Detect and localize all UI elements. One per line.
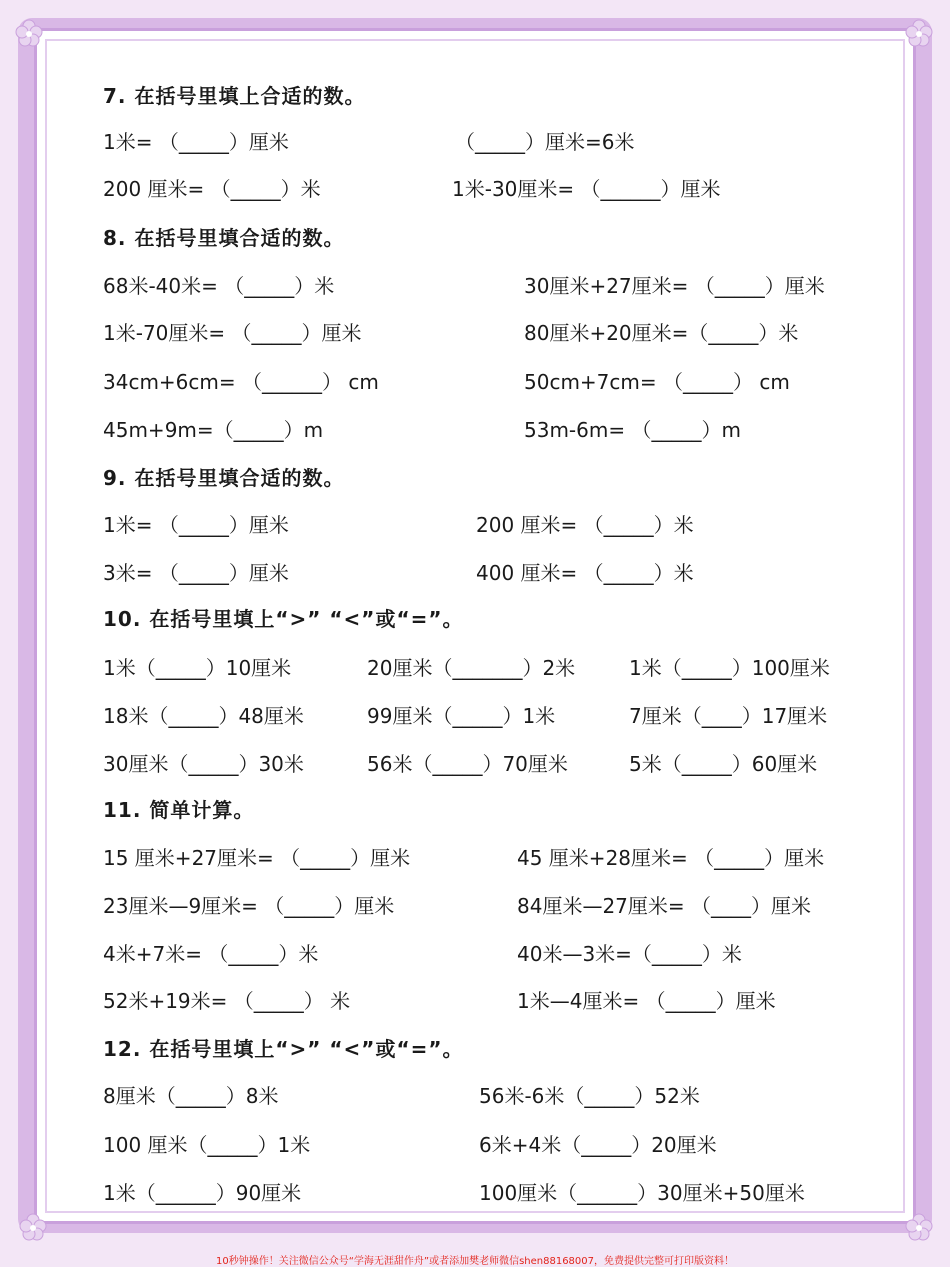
- flower-icon: [14, 18, 44, 48]
- fill-in-item: 7厘米（____）17厘米: [629, 704, 828, 728]
- fill-in-item: 1米-70厘米= （_____）厘米: [103, 321, 362, 345]
- fill-in-item: 3米= （_____）厘米: [103, 561, 289, 585]
- fill-in-item: 400 厘米= （_____）米: [476, 561, 694, 585]
- flower-icon: [904, 1212, 934, 1242]
- fill-in-item: 5米（_____）60厘米: [629, 752, 818, 776]
- question-title: 9. 在括号里填合适的数。: [103, 466, 345, 490]
- fill-in-item: 99厘米（_____）1米: [367, 704, 556, 728]
- fill-in-item: 200 厘米= （_____）米: [103, 177, 321, 201]
- flower-icon: [18, 1212, 48, 1242]
- fill-in-item: 8厘米（_____）8米: [103, 1084, 279, 1108]
- fill-in-item: （_____）厘米=6米: [455, 130, 635, 154]
- fill-in-item: 53m-6m= （_____）m: [524, 418, 741, 442]
- fill-in-item: 56米-6米（_____）52米: [479, 1084, 700, 1108]
- fill-in-item: 18米（_____）48厘米: [103, 704, 304, 728]
- fill-in-item: 34cm+6cm= （______） cm: [103, 370, 379, 394]
- fill-in-item: 100厘米（______）30厘米+50厘米: [479, 1181, 805, 1205]
- question-title: 8. 在括号里填合适的数。: [103, 226, 345, 250]
- fill-in-item: 1米—4厘米= （_____）厘米: [517, 989, 776, 1013]
- fill-in-item: 30厘米+27厘米= （_____）厘米: [524, 274, 825, 298]
- question-title: 7. 在括号里填上合适的数。: [103, 84, 366, 108]
- fill-in-item: 40米—3米=（_____）米: [517, 942, 742, 966]
- question-title: 12. 在括号里填上“>” “<”或“=”。: [103, 1037, 464, 1061]
- fill-in-item: 1米（_____）10厘米: [103, 656, 292, 680]
- question-title: 11. 简单计算。: [103, 798, 255, 822]
- fill-in-item: 50cm+7cm= （_____） cm: [524, 370, 790, 394]
- fill-in-item: 1米（_____）100厘米: [629, 656, 830, 680]
- fill-in-item: 200 厘米= （_____）米: [476, 513, 694, 537]
- fill-in-item: 52米+19米= （_____） 米: [103, 989, 351, 1013]
- fill-in-item: 84厘米—27厘米= （____）厘米: [517, 894, 812, 918]
- fill-in-item: 100 厘米（_____）1米: [103, 1133, 311, 1157]
- fill-in-item: 80厘米+20厘米=（_____）米: [524, 321, 799, 345]
- fill-in-item: 45 厘米+28厘米= （_____）厘米: [517, 846, 825, 870]
- fill-in-item: 1米（______）90厘米: [103, 1181, 302, 1205]
- fill-in-item: 1米-30厘米= （______）厘米: [452, 177, 721, 201]
- fill-in-item: 23厘米—9厘米= （_____）厘米: [103, 894, 395, 918]
- fill-in-item: 45m+9m=（_____）m: [103, 418, 324, 442]
- fill-in-item: 1米= （_____）厘米: [103, 513, 289, 537]
- footer-note: 10秒钟操作！关注微信公众号“学海无涯甜作舟”或者添加樊老师微信shen88168007，免费提供完整可打印版资料！: [215, 1256, 735, 1267]
- fill-in-item: 30厘米（_____）30米: [103, 752, 304, 776]
- fill-in-item: 1米= （_____）厘米: [103, 130, 289, 154]
- question-title: 10. 在括号里填上“>” “<”或“=”。: [103, 607, 464, 631]
- fill-in-item: 15 厘米+27厘米= （_____）厘米: [103, 846, 411, 870]
- fill-in-item: 6米+4米（_____）20厘米: [479, 1133, 717, 1157]
- fill-in-item: 4米+7米= （_____）米: [103, 942, 319, 966]
- fill-in-item: 68米-40米= （_____）米: [103, 274, 335, 298]
- fill-in-item: 56米（_____）70厘米: [367, 752, 568, 776]
- fill-in-item: 20厘米（_______）2米: [367, 656, 576, 680]
- flower-icon: [904, 18, 934, 48]
